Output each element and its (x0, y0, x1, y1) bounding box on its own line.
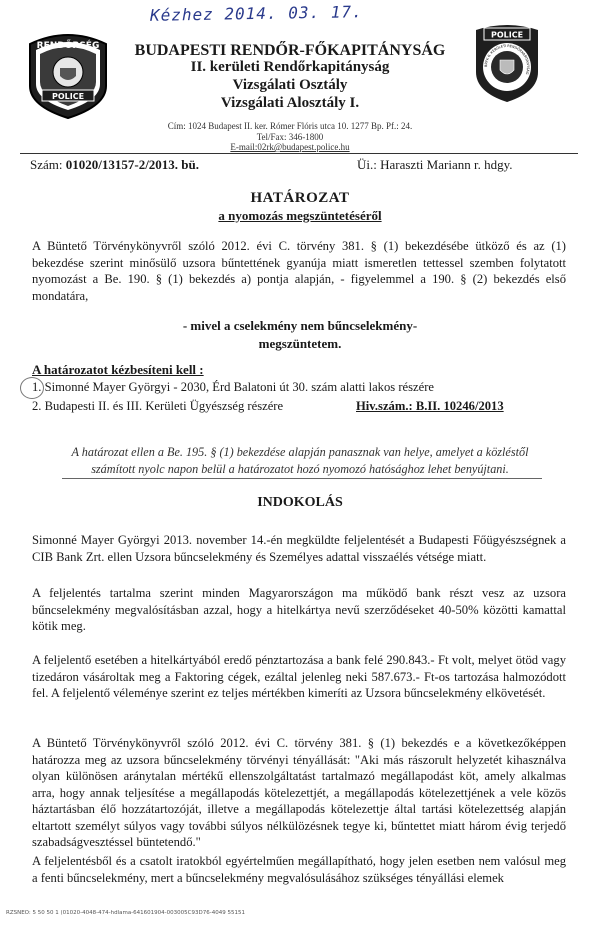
appeal-notice-underline (62, 478, 542, 479)
appeal-notice-line-2: számított nyolc napon belül a határozatot hozó nyomozó hatósághoz lehet benyújtani. (91, 462, 509, 476)
badge-top-text: RENDŐRSÉG (36, 41, 100, 51)
reasoning-paragraph-1: Simonné Mayer Györgyi 2013. november 14.-én megküldte feljelentését a Budapesti Főügyészségnek a CIB Bank Zrt. ellen Uzsora bűncselekmény és Személyes adattal visszaélés vétsége miatt. (32, 533, 566, 564)
resolution-paragraph: A Büntető Törvénykönyvről szóló 2012. évi C. törvény 381. § (1) bekezdésébe ütköző és az (1) bekezdése szerint minősülő uzsora bűntettének gyanúja miatt ismeretlen tettessel szemben folytatott nyomozást a Be. 190. § (1) bekezdés a) pontja alapján, - figyelemmel a 190. § (2) bekezdés első mondatára, (32, 239, 566, 303)
document-footer-code: RZSNEO: 5 50 50 1 (01020-4048-474-hdlama-641601904-003005C93D76-4049 55151 (6, 910, 245, 916)
decision-verdict: megszüntetem. (258, 336, 342, 351)
reference-label: Szám: (30, 157, 63, 172)
delivery-heading: A határozatot kézbesíteni kell : (32, 362, 204, 377)
reference-number (30, 157, 199, 173)
clerk-info: Üi.: Haraszti Mariann r. hdgy. (357, 157, 513, 172)
reasoning-paragraph-2: A feljelentés tartalma szerint minden Magyarországon ma működő bank részt vesz az uzsora bűncselekmény megvalósításban azzal, hogy a hitelkártya nevű szerződéseket 40-50% közötti kamattal kötik meg. (32, 586, 566, 633)
document-title: HATÁROZAT (250, 190, 350, 206)
decision-reason: - mivel a cselekmény nem bűncselekmény- (182, 318, 418, 333)
email-line (110, 142, 470, 152)
delivery-recipient-1: 1. Simonné Mayer Györgyi - 2030, Érd Balatoni út 30. szám alatti lakos részére (32, 380, 434, 394)
address-line: Cím: 1024 Budapest II. ker. Rómer Flóris utca 10. 1277 Bp. Pf.: 24. (167, 121, 413, 131)
official-reference: Hiv.szám.: B.II. 10246/2013 (356, 399, 504, 413)
reasoning-paragraph-3: A feljelentő esetében a hitelkártyából eredő pénztartozása a bank felé 290.843.- Ft volt, melyet ötöd vagy tizedáron vásároltak meg a Faktoring cégek, ezáltal jelenleg neki 587.673.- Ft-os tartozása halmozódott fel. A feljelentő véleménye szerint ez teljes mértékben kimeríti az Uzsora bűncselekmény elkövetését. (32, 653, 566, 700)
emblem-top-text: POLICE (490, 30, 524, 40)
emblem-ring-text: BRFK II. KERÜLETI RENDŐRKAPITÁNYSÁG (483, 43, 531, 75)
district-name: II. kerületi Rendőrkapitányság (190, 59, 390, 75)
reference-value: 01020/13157-2/2013. bü. (65, 157, 200, 172)
department-name: Vizsgálati Osztály (232, 77, 348, 93)
phone-line: Tel/Fax: 346-1800 (256, 132, 324, 142)
header-divider (20, 153, 578, 154)
badge-bottom-text: POLICE (51, 92, 85, 101)
email-link[interactable]: E-mail:02rk@budapest.police.hu (230, 142, 350, 152)
delivery-recipient-2: 2. Budapesti II. és III. Kerületi Ügyészség részére (32, 399, 284, 413)
subdepartment-name: Vizsgálati Alosztály I. (220, 95, 360, 111)
reasoning-heading: INDOKOLÁS (257, 495, 343, 510)
police-badge-logo (20, 24, 116, 120)
received-stamp: Kézhez 2014. 03. 17. (149, 2, 363, 25)
district-emblem-logo (472, 20, 542, 104)
reasoning-paragraph-4: A Büntető Törvénykönyvről szóló 2012. évi C. törvény 381. § (1) bekezdés e a következőképpen határozza meg az uzsora bűncselekmény törvényi tényállását: "Aki más rászorult helyzetét kihasználva olyan különösen aránytalan mértékű ellenszolgáltatást tartalmazó megállapodást köt, amely alkalmas arra, hogy annak teljesítése a megállapodás kötelezettjét, a megállapodás kötelezettjének a vele közös háztartásban élő hozzátartozóját, illetve a megállapodás kötelezettje által tartási kötelezettség alapján eltartott személyt súlyos vagy további súlyos nélkülözésnek tegye ki, bűntettet miatt három évig terjedő szabadságvesztéssel büntetendő." (32, 736, 566, 849)
reasoning-paragraph-5: A feljelentésből és a csatolt iratokból egyértelműen megállapítható, hogy jelen esetben nem valósul meg a fenti bűncselekmény, mert a bűncselekmény megvalósulásához szükséges tényállási elemek (32, 854, 566, 885)
appeal-notice-line-1: A határozat ellen a Be. 195. § (1) bekezdése alapján panasznak van helye, amelyet a közléstől (71, 445, 529, 459)
document-subtitle: a nyomozás megszüntetéséről (218, 208, 382, 223)
org-name: BUDAPESTI RENDŐR-FŐKAPITÁNYSÁG (134, 42, 446, 59)
